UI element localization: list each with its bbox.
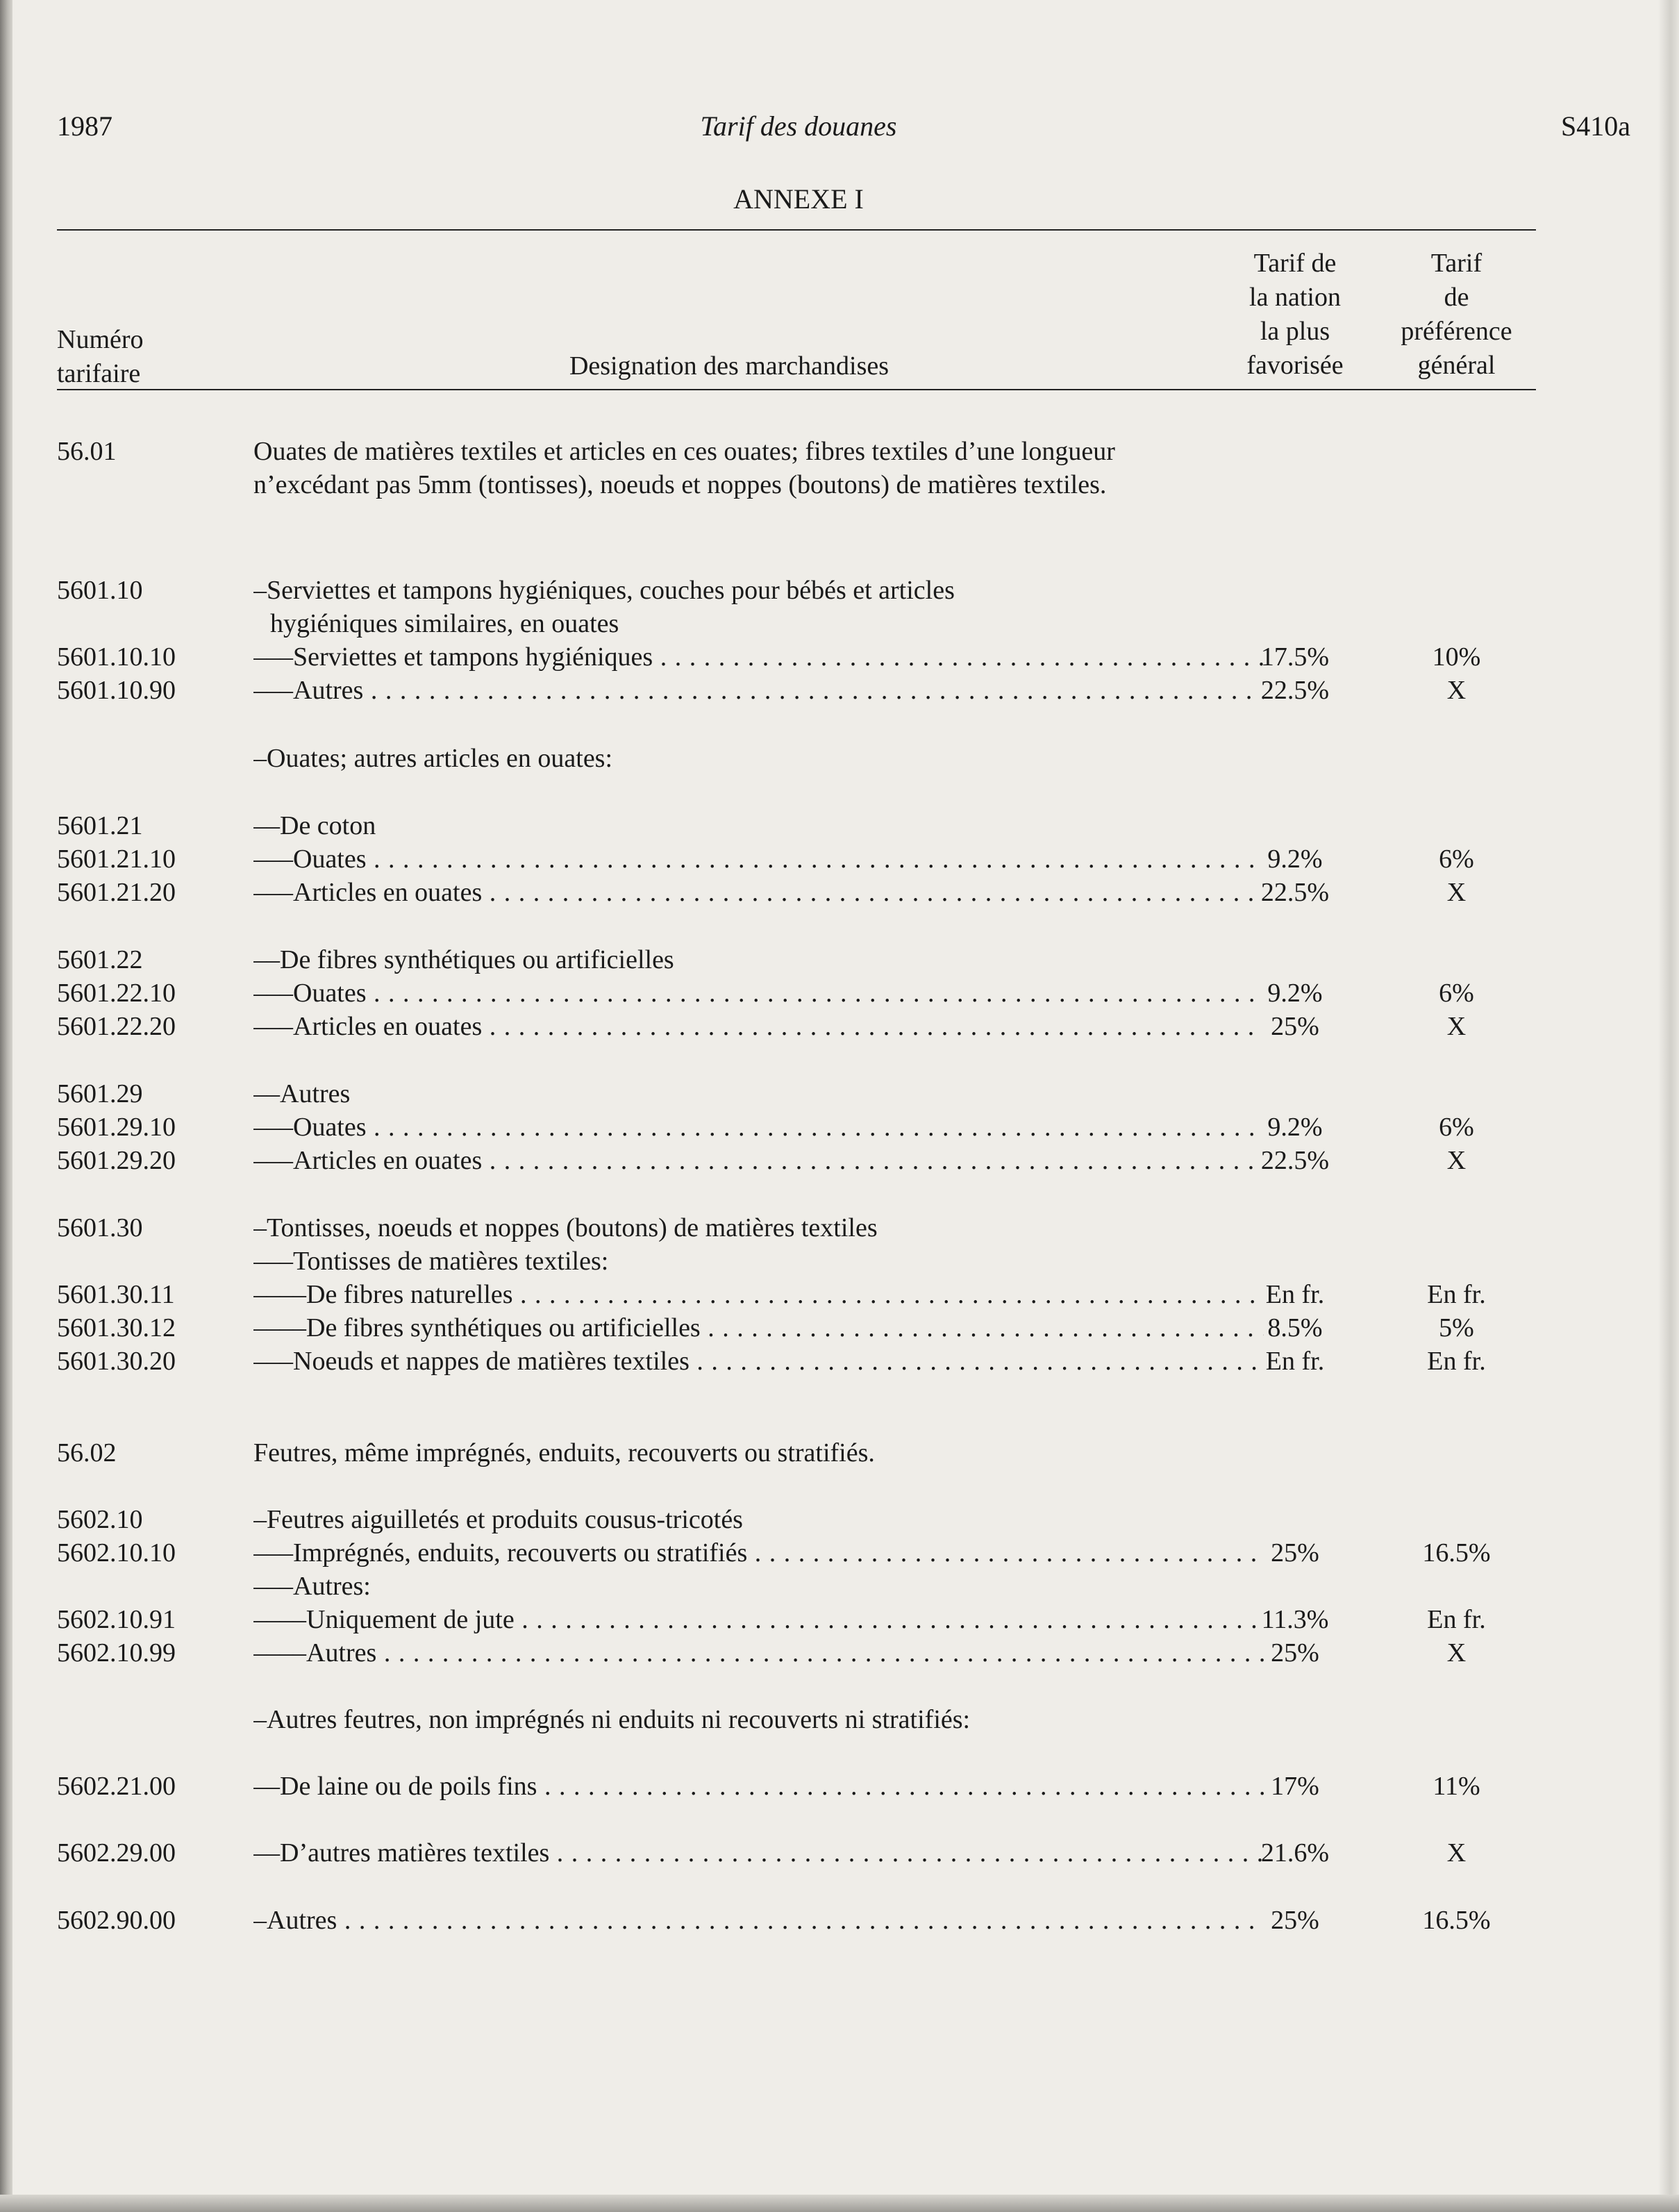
mfn-rate: 9.2% [1267, 1113, 1323, 1142]
table-row [57, 1245, 1543, 1278]
goods-description: –Serviettes et tampons hygiéniques, couches pour bébés et articles [253, 576, 955, 605]
table-row [57, 1904, 1543, 1937]
tariff-code: 5601.22.20 [57, 1012, 176, 1041]
gpt-rate: En fr. [1427, 1605, 1486, 1634]
gpt-rate: X [1446, 1146, 1467, 1175]
mfn-rate: 25% [1271, 1906, 1319, 1935]
mfn-rate: 25% [1271, 1638, 1319, 1668]
tariff-code: 5602.90.00 [57, 1906, 176, 1935]
tariff-code: 5601.21.10 [57, 845, 176, 874]
gpt-rate: X [1446, 1012, 1467, 1041]
table-row [57, 842, 1543, 876]
table-row [57, 1345, 1543, 1378]
tariff-code: 5601.30 [57, 1213, 143, 1242]
gpt-rate: X [1446, 676, 1467, 705]
goods-description: –––Articles en ouates . . . [253, 876, 1264, 909]
gpt-rate: 6% [1439, 979, 1474, 1008]
heading-code: 56.01 [57, 437, 117, 466]
table-row [57, 809, 1543, 842]
mfn-rate: 17% [1271, 1772, 1319, 1801]
gpt-rate: X [1446, 1838, 1467, 1868]
table-row [57, 1111, 1543, 1144]
heading-text-5601: Ouates de matières textiles et articles en ces ouates; fibres textiles d’une longueur n’excédant pas 5mm (tontisses), noeuds et noppes (boutons) de matières textiles. [253, 437, 1115, 499]
tariff-code: 5602.21.00 [57, 1772, 176, 1801]
tariff-code: 5601.21 [57, 811, 143, 840]
table-row [57, 1636, 1543, 1670]
annex-title: ANNEXE I [733, 183, 864, 215]
table-row [57, 1570, 1543, 1603]
goods-description: ––––De fibres synthétiques ou artificielles . . . [253, 1311, 1264, 1345]
mfn-rate: 17.5% [1260, 642, 1330, 672]
tariff-code: 5601.10.10 [57, 642, 176, 672]
mfn-rate: 9.2% [1267, 845, 1323, 874]
goods-description: –––Tontisses de matières textiles: [253, 1247, 609, 1276]
goods-description: ––De coton [253, 811, 376, 840]
goods-description: –Tontisses, noeuds et noppes (boutons) de matières textiles [253, 1213, 878, 1242]
gpt-rate: 11% [1432, 1772, 1480, 1801]
column-header-mfn-tariff: Tarif de la nation la plus favorisée [1246, 249, 1344, 380]
goods-description: –––Articles en ouates . . . [253, 1010, 1264, 1043]
gpt-rate: En fr. [1427, 1347, 1486, 1376]
gpt-rate: 6% [1439, 845, 1474, 874]
table-row [57, 1770, 1543, 1803]
table-row [57, 574, 1543, 607]
goods-description: ––Autres [253, 1079, 351, 1108]
gpt-rate: En fr. [1427, 1280, 1486, 1309]
table-row [57, 640, 1543, 674]
table-row [57, 1703, 1543, 1736]
tariff-code: 5601.21.20 [57, 878, 176, 907]
tariff-code: 5601.10 [57, 576, 143, 605]
table-row [57, 1144, 1543, 1177]
table-row [57, 1603, 1543, 1636]
goods-description: –––Noeuds et nappes de matières textiles . . . [253, 1345, 1264, 1378]
goods-description: –Autres feutres, non imprégnés ni enduits ni recouverts ni stratifiés: [253, 1705, 971, 1734]
table-row [57, 1436, 1543, 1470]
mfn-rate: 25% [1271, 1538, 1319, 1567]
table-row [57, 742, 1543, 775]
table-row [57, 674, 1543, 707]
gpt-rate: X [1446, 1638, 1467, 1668]
table-row [57, 1536, 1543, 1570]
tariff-code: 5601.29 [57, 1079, 143, 1108]
mfn-rate: 22.5% [1260, 878, 1330, 907]
goods-description: Feutres, même imprégnés, enduits, recouverts ou stratifiés. [253, 1438, 875, 1467]
tariff-code: 5602.29.00 [57, 1838, 176, 1868]
header-title: Tarif des douanes [700, 110, 897, 142]
gpt-rate: 10% [1432, 642, 1481, 672]
goods-description: –Autres . . . [253, 1904, 1264, 1937]
tariff-code: 56.02 [57, 1438, 117, 1467]
goods-description: ––––De fibres naturelles . . . [253, 1278, 1264, 1311]
gpt-rate: X [1446, 878, 1467, 907]
goods-description: –––Autres: [253, 1572, 371, 1601]
mfn-rate: 11.3% [1261, 1605, 1329, 1634]
tariff-code: 5601.30.12 [57, 1313, 176, 1342]
goods-description: –––Imprégnés, enduits, recouverts ou stratifiés . . . [253, 1536, 1264, 1570]
goods-description: ––De laine ou de poils fins . . . [253, 1770, 1264, 1803]
table-row [57, 876, 1543, 909]
goods-description: ––D’autres matières textiles . . . [253, 1836, 1264, 1870]
goods-description: –––Serviettes et tampons hygiéniques . . . [253, 640, 1264, 674]
tariff-code: 5601.29.20 [57, 1146, 176, 1175]
mfn-rate: 25% [1271, 1012, 1319, 1041]
goods-description: ––––Uniquement de jute . . . [253, 1603, 1264, 1636]
column-header-designation: Designation des marchandises [569, 351, 889, 381]
goods-description: ––––Autres . . . [253, 1636, 1264, 1670]
table-row [57, 1836, 1543, 1870]
table-row [57, 1077, 1543, 1111]
goods-description: hygiéniques similaires, en ouates [270, 609, 619, 638]
table-row [57, 1278, 1543, 1311]
tariff-code: 5601.22 [57, 945, 143, 974]
mfn-rate: 9.2% [1267, 979, 1323, 1008]
goods-description: –Ouates; autres articles en ouates: [253, 744, 613, 773]
tariff-code: 5601.29.10 [57, 1113, 176, 1142]
table-row [57, 607, 1543, 640]
column-header-number: Numéro tarifaire [57, 325, 144, 388]
goods-description: –––Autres . . . [253, 674, 1264, 707]
table-row [57, 1503, 1543, 1536]
gpt-rate: 16.5% [1422, 1906, 1491, 1935]
table-row [57, 976, 1543, 1010]
tariff-code: 5602.10 [57, 1505, 143, 1534]
header-year: 1987 [57, 110, 112, 142]
mfn-rate: 21.6% [1260, 1838, 1330, 1868]
tariff-code: 5602.10.91 [57, 1605, 176, 1634]
table-row [57, 1211, 1543, 1245]
gpt-rate: 5% [1439, 1313, 1474, 1342]
mfn-rate: 8.5% [1267, 1313, 1323, 1342]
table-row [57, 1311, 1543, 1345]
mfn-rate: 22.5% [1260, 676, 1330, 705]
goods-description: –––Ouates . . . [253, 976, 1264, 1010]
tariff-code: 5601.10.90 [57, 676, 176, 705]
tariff-code: 5602.10.99 [57, 1638, 176, 1668]
goods-description: ––De fibres synthétiques ou artificielles [253, 945, 674, 974]
tariff-code: 5602.10.10 [57, 1538, 176, 1567]
mfn-rate: En fr. [1265, 1347, 1325, 1376]
mfn-rate: En fr. [1265, 1280, 1325, 1309]
goods-description: –––Ouates . . . [253, 842, 1264, 876]
goods-description: –––Articles en ouates . . . [253, 1144, 1264, 1177]
tariff-code: 5601.30.11 [57, 1280, 175, 1309]
table-row [57, 943, 1543, 976]
mfn-rate: 22.5% [1260, 1146, 1330, 1175]
gpt-rate: 6% [1439, 1113, 1474, 1142]
header-page-ref: S410a [1561, 110, 1630, 142]
column-header-gpt-tariff: Tarif de préférence général [1401, 249, 1512, 380]
tariff-code: 5601.30.20 [57, 1347, 176, 1376]
goods-description: –Feutres aiguilletés et produits cousus-tricotés [253, 1505, 743, 1534]
gpt-rate: 16.5% [1422, 1538, 1491, 1567]
tariff-code: 5601.22.10 [57, 979, 176, 1008]
table-row [57, 1010, 1543, 1043]
goods-description: –––Ouates . . . [253, 1111, 1264, 1144]
